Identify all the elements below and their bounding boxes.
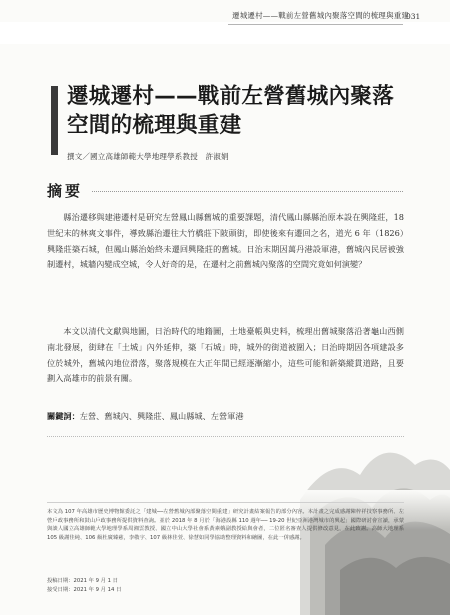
author-line: 撰文／國立高雄師範大學地理學系教授 許淑娟: [67, 152, 229, 161]
abstract-heading: 摘要: [47, 182, 84, 200]
keywords: [47, 411, 244, 422]
submitted-date: 投稿日期：2021 年 9 月 1 日: [47, 578, 119, 584]
header-band: [0, 22, 450, 44]
submission-dates: [47, 577, 121, 595]
accepted-date: 接受日期：2021 年 9 月 14 日: [47, 587, 122, 593]
abstract-paragraph-1: 縣治遷移與建港遷村是研究左營鳳山縣舊城的重要課題，清代鳳山縣縣治原本設在興隆莊，18 世紀末的林爽文事件，導致縣治遷往大竹橋莊下陂頭街，即使後來有遷回之名，道光 6 年（1826）興隆莊築石城，但鳳山縣治始終未遷回興隆莊的舊城。日治末期因萬丹港設軍港，舊城內民居被強制遷村，城牆內變成空城，令人好奇的是，在遷村之前舊城內聚落的空間究竟如何演變？: [47, 212, 404, 270]
title-accent-bar: [51, 86, 58, 155]
footnote-text: 本文為 107 年高雄市歷史博物館委託之「建城──左營舊城內部聚落空間重建」研究計畫結案報告的部分內容。本計畫之完成感謝陳梓祥技察事務所、左營戶政事務所和鼓山戶政事務所提供資料查詢。並於 2018 年 8 月於「海港設縣 110 週年── 19-20 世紀亞洲港灣城市的興起」國際研討會宣讀，承蒙與談人國立高雄師範大學地理學系周湘雲教授、國立中山大學社會系黃素娥副教授給與會者，二位匿名審查人提供修改意見，在此致謝。高師大地理系 105 級謝佳純、106 級杜廣臻慈，李敬宇、107 級林佳萱、徐慧如同學協助整理資料和繪圖，在此一併感謝。: [47, 509, 404, 541]
keywords-list: 左營、舊城內、興隆莊、鳳山縣城、左營軍港: [79, 411, 244, 421]
keywords-label: 關鍵詞：: [47, 411, 80, 421]
abstract-dotted-rule: [92, 191, 403, 192]
footnote-rule: [47, 502, 404, 503]
abstract-paragraph-2: 本文以清代文獻與地圖，日治時代的地籍圖，土地臺帳與史料，梳理出舊城聚落沿著龜山西側南北發展，街肆在「土城」內外延伸，築「石城」時，城外的街道被圍入；日治時期因各項建設多位於城外，舊城內地位滑落，聚落規模在大正年間已經逐漸縮小，這些可能和新築縱貫道路，且要劃入高雄市的前景有關。: [47, 326, 404, 384]
article-title: 遷城遷村——戰前左營舊城內聚落空間的梳理與重建: [67, 84, 395, 138]
header-rule: [228, 24, 403, 25]
page-number: 031: [406, 12, 421, 21]
running-title: 遷城遷村——戰前左營舊城內聚落空間的梳理與重建: [232, 11, 410, 20]
